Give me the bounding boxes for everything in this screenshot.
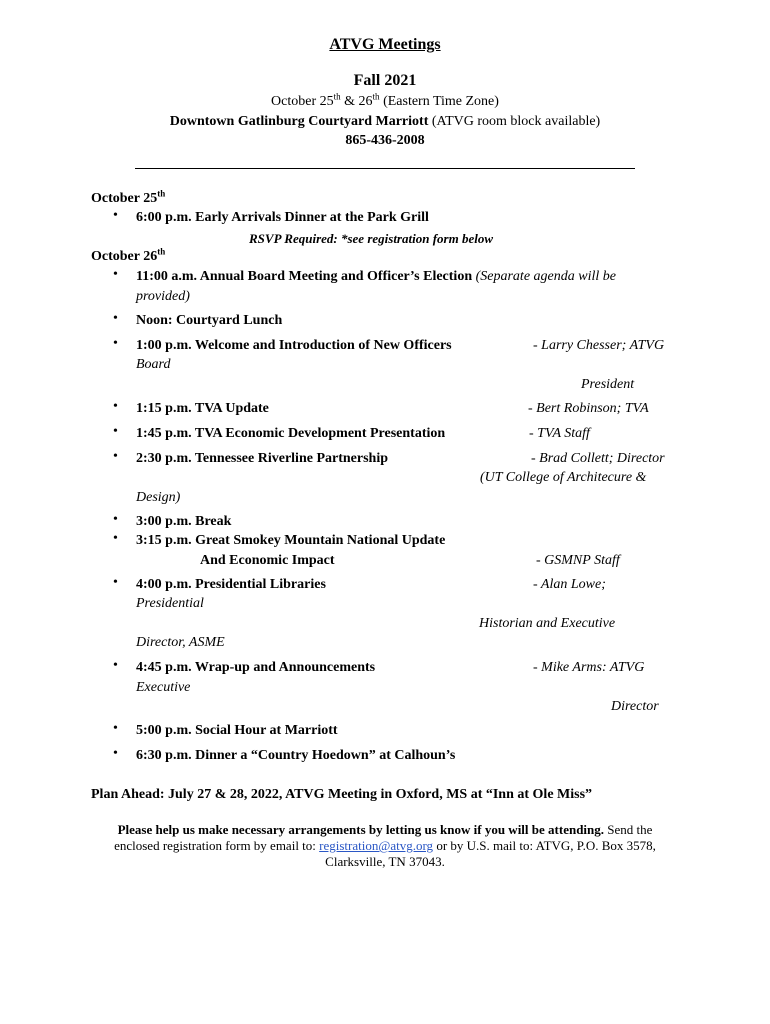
bullet-icon: •: [113, 208, 118, 223]
agenda-item-wrap-up: 4:45 p.m. Wrap-up and Announcements: [136, 660, 376, 675]
agenda-item-social-hour: 5:00 p.m. Social Hour at Marriott: [136, 723, 338, 738]
agenda-item-lunch: Noon: Courtyard Lunch: [136, 313, 283, 328]
bullet-icon: •: [113, 658, 118, 673]
agenda-item-board-meeting-note: provided): [136, 289, 190, 304]
agenda-item-tva-update: 1:15 p.m. TVA Update: [136, 401, 269, 416]
registration-email-link[interactable]: registration@atvg.org: [319, 838, 434, 853]
speaker-mike-arms-cont: Executive: [136, 680, 191, 695]
venue-phone: 865-436-2008: [345, 133, 425, 148]
speaker-brad-collett-org-cont: Design): [136, 490, 181, 505]
bullet-icon: •: [113, 531, 118, 546]
registration-instructions-line1: Please help us make necessary arrangements by letting us know if you will be attending. Send the: [117, 822, 653, 837]
bullet-icon: •: [113, 746, 118, 761]
agenda-item-break: 3:00 p.m. Break: [136, 514, 232, 529]
speaker-alan-lowe-title: Historian and Executive: [479, 616, 616, 631]
bullet-icon: •: [113, 336, 118, 351]
registration-address: Clarksville, TN 37043.: [325, 854, 445, 869]
speaker-mike-arms-title: Director: [611, 699, 659, 714]
agenda-item-welcome: 1:00 p.m. Welcome and Introduction of New Officers: [136, 338, 452, 353]
speaker-brad-collett: - Brad Collett; Director: [531, 451, 665, 466]
agenda-item-gsmnp: 3:15 p.m. Great Smokey Mountain National Update: [136, 533, 446, 548]
speaker-bert-robinson: - Bert Robinson; TVA: [528, 401, 649, 416]
venue-line: Downtown Gatlinburg Courtyard Marriott (ATVG room block available): [169, 114, 601, 129]
speaker-alan-lowe-title-cont: Director, ASME: [136, 635, 225, 650]
agenda-item-riverline: 2:30 p.m. Tennessee Riverline Partnership: [136, 451, 388, 466]
bullet-icon: •: [113, 311, 118, 326]
speaker-alan-lowe-cont: Presidential: [136, 596, 204, 611]
agenda-item-early-dinner: 6:00 p.m. Early Arrivals Dinner at the Park Grill: [136, 210, 429, 225]
speaker-brad-collett-org: (UT College of Architecure &: [480, 470, 647, 485]
bullet-icon: •: [113, 512, 118, 527]
day1-heading: October 25th: [91, 188, 166, 206]
agenda-item-gsmnp-cont: And Economic Impact: [200, 553, 335, 568]
agenda-item-libraries: 4:00 p.m. Presidential Libraries: [136, 577, 326, 592]
meeting-dates: October 25th & 26th (Eastern Time Zone): [271, 91, 499, 109]
bullet-icon: •: [113, 424, 118, 439]
speaker-alan-lowe: - Alan Lowe;: [533, 577, 606, 592]
bullet-icon: •: [113, 721, 118, 736]
header-divider: [135, 168, 635, 169]
day2-heading: October 26th: [91, 246, 166, 264]
agenda-item-dinner: 6:30 p.m. Dinner a “Country Hoedown” at Calhoun’s: [136, 748, 456, 763]
document-title: ATVG Meetings: [329, 36, 441, 53]
bullet-icon: •: [113, 267, 118, 282]
speaker-mike-arms: - Mike Arms: ATVG: [533, 660, 645, 675]
season-heading: Fall 2021: [353, 72, 417, 89]
speaker-gsmnp-staff: - GSMNP Staff: [536, 553, 620, 568]
agenda-item-board-meeting: 11:00 a.m. Annual Board Meeting and Officer’s Election (Separate agenda will be: [136, 269, 616, 284]
agenda-item-tva-econ-dev: 1:45 p.m. TVA Economic Development Presentation: [136, 426, 446, 441]
rsvp-note: RSVP Required: *see registration form below: [249, 231, 493, 246]
bullet-icon: •: [113, 575, 118, 590]
speaker-larry-chesser-title: President: [581, 377, 635, 392]
speaker-larry-chesser-cont: Board: [136, 357, 171, 372]
registration-instructions-line2: enclosed registration form by email to: registration@atvg.org or by U.S. mail to: ATVG, P.O. Box 3578,: [114, 838, 656, 853]
bullet-icon: •: [113, 449, 118, 464]
speaker-tva-staff: - TVA Staff: [529, 426, 590, 441]
plan-ahead-notice: Plan Ahead: July 27 & 28, 2022, ATVG Meeting in Oxford, MS at “Inn at Ole Miss”: [91, 787, 593, 802]
speaker-larry-chesser: - Larry Chesser; ATVG: [533, 338, 665, 353]
bullet-icon: •: [113, 399, 118, 414]
